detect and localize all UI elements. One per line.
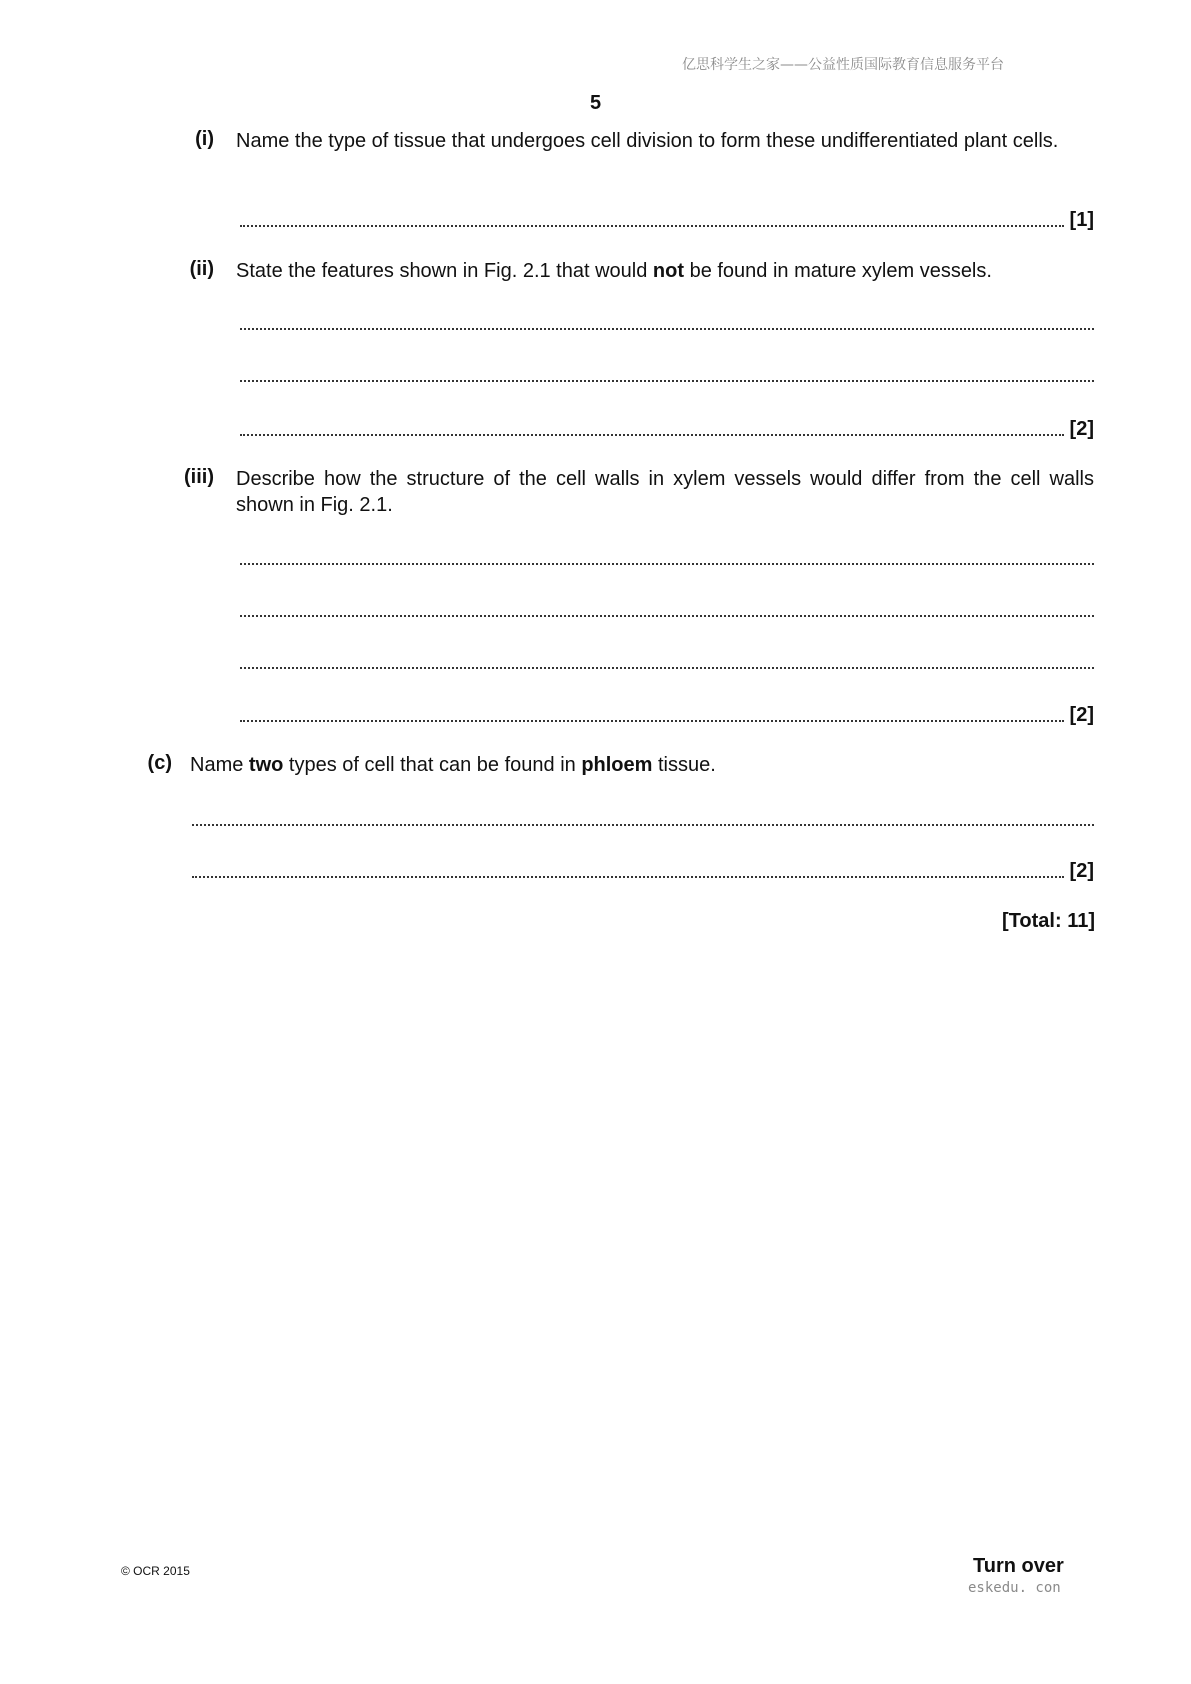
dotted-line — [240, 328, 1094, 330]
answer-line-ii-1[interactable] — [240, 310, 1094, 334]
text-segment: types of cell that can be found in — [283, 754, 582, 776]
emphasis-not: not — [652, 260, 685, 282]
site-watermark: eskedu. con — [968, 1580, 1061, 1596]
text-segment: be found in mature xylem vessels. — [684, 260, 992, 282]
dotted-line — [240, 720, 1064, 722]
marks-c: [2] — [1069, 860, 1094, 882]
question-text-ii — [236, 258, 1094, 284]
dotted-line — [240, 225, 1064, 227]
answer-line-c-2[interactable] — [192, 858, 1094, 882]
text-segment: State the features shown in Fig. 2.1 that would — [236, 260, 653, 282]
total-marks: [Total: 11] — [1002, 910, 1095, 932]
dotted-line — [240, 667, 1094, 669]
dotted-line — [240, 434, 1064, 436]
question-label-c: (c) — [147, 752, 172, 774]
marks-i: [1] — [1069, 209, 1094, 231]
marks-ii: [2] — [1069, 418, 1094, 440]
answer-line-c-1[interactable] — [192, 806, 1094, 830]
watermark-text: 亿思科学生之家——公益性质国际教育信息服务平台 — [682, 57, 1004, 73]
answer-line-iii-3[interactable] — [240, 649, 1094, 673]
turn-over-text: Turn over — [973, 1555, 1064, 1577]
question-label-ii: (ii) — [189, 258, 214, 280]
text-segment: tissue. — [652, 754, 716, 776]
answer-line-ii-2[interactable] — [240, 362, 1094, 386]
emphasis-two: two — [248, 754, 284, 776]
dotted-line — [240, 615, 1094, 617]
question-text-i: Name the type of tissue that undergoes cell division to form these undifferentiated plant cells. — [236, 130, 1059, 152]
answer-line-iii-2[interactable] — [240, 597, 1094, 621]
answer-line-iii-1[interactable] — [240, 545, 1094, 569]
answer-line-iii-4[interactable] — [240, 702, 1094, 726]
question-label-iii: (iii) — [184, 466, 214, 488]
dotted-line — [240, 380, 1094, 382]
page-number: 5 — [589, 92, 602, 114]
dotted-line — [240, 563, 1094, 565]
dotted-line — [192, 824, 1094, 826]
copyright-text: © OCR 2015 — [121, 1564, 190, 1578]
question-text-c — [190, 752, 1094, 778]
text-segment: Name — [190, 754, 249, 776]
answer-line-i-1[interactable] — [240, 207, 1094, 231]
marks-iii: [2] — [1069, 704, 1094, 726]
question-text-iii: Describe how the structure of the cell walls in xylem vessels would differ from the cell walls shown in Fig. 2.1. — [236, 468, 1094, 516]
emphasis-phloem: phloem — [581, 754, 653, 776]
question-label-i: (i) — [195, 128, 214, 150]
dotted-line — [192, 876, 1064, 878]
answer-line-ii-3[interactable] — [240, 416, 1094, 440]
